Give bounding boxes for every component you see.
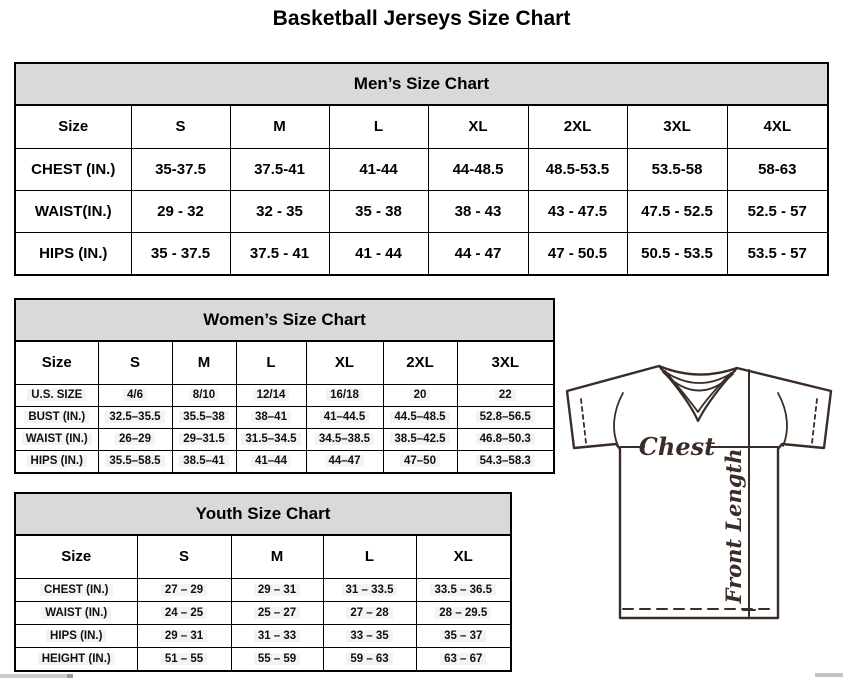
cell-text: HIPS (IN.) bbox=[46, 630, 106, 642]
column-header bbox=[236, 342, 306, 384]
womens-chart-title: Women’s Size Chart bbox=[16, 300, 553, 342]
cell-text: 48.5-53.5 bbox=[545, 160, 610, 178]
column-header bbox=[383, 342, 457, 384]
table-cell bbox=[383, 406, 457, 428]
cell-text: 52.5 - 57 bbox=[747, 202, 807, 220]
cell-text: 44–47 bbox=[325, 455, 365, 467]
cell-text: 4/6 bbox=[123, 389, 147, 401]
table-cell bbox=[727, 190, 827, 232]
jersey-measurement-diagram bbox=[559, 358, 842, 675]
cell-text: WAIST (IN.) bbox=[22, 433, 92, 445]
cell-text: Size bbox=[41, 354, 72, 372]
cell-text: Size bbox=[61, 548, 92, 566]
cell-text: 38 - 43 bbox=[454, 202, 502, 220]
table-cell bbox=[457, 428, 553, 450]
row-label bbox=[16, 601, 137, 624]
column-header bbox=[137, 536, 231, 578]
cell-text: 35 - 38 bbox=[355, 202, 402, 220]
cell-text: 31 – 33.5 bbox=[342, 584, 398, 596]
cell-text: 51 – 55 bbox=[161, 653, 207, 665]
cell-text: 33.5 – 36.5 bbox=[430, 584, 496, 596]
table-cell bbox=[528, 190, 627, 232]
cell-text: 38–41 bbox=[251, 411, 291, 423]
cell-text: 41–44 bbox=[251, 455, 291, 467]
table-cell bbox=[230, 190, 329, 232]
front-length-label: Front Length bbox=[721, 448, 746, 604]
scrollbar-thumb-edge[interactable] bbox=[67, 674, 73, 678]
table-row bbox=[16, 578, 510, 601]
table-cell bbox=[428, 232, 528, 274]
table-cell bbox=[236, 428, 306, 450]
cell-text: 35.5–58.5 bbox=[105, 455, 164, 467]
column-header bbox=[16, 536, 137, 578]
cell-text: XL bbox=[453, 548, 473, 566]
womens-size-table bbox=[16, 342, 553, 472]
cell-text: 33 – 35 bbox=[346, 630, 392, 642]
cell-text: 3XL bbox=[491, 354, 519, 372]
cell-text: 38.5–41 bbox=[179, 455, 229, 467]
table-row bbox=[16, 624, 510, 647]
column-header bbox=[16, 342, 98, 384]
table-cell bbox=[236, 450, 306, 472]
chest-label: Chest bbox=[638, 432, 716, 461]
cell-text: 3XL bbox=[663, 118, 691, 136]
jersey-outline-group bbox=[567, 366, 831, 618]
table-cell bbox=[137, 601, 231, 624]
row-label bbox=[16, 190, 131, 232]
row-label bbox=[16, 148, 131, 190]
youth-chart-title: Youth Size Chart bbox=[16, 494, 510, 536]
column-header bbox=[428, 106, 528, 148]
table-cell bbox=[230, 232, 329, 274]
table-cell bbox=[137, 647, 231, 670]
cell-text: 4XL bbox=[763, 118, 791, 136]
cell-text: 29 - 32 bbox=[157, 202, 204, 220]
column-header bbox=[306, 342, 383, 384]
cell-text: 47–50 bbox=[400, 455, 440, 467]
cell-text: 46.8–50.3 bbox=[476, 433, 535, 445]
table-cell bbox=[329, 232, 428, 274]
table-row bbox=[16, 148, 827, 190]
cell-text: 35 - 37.5 bbox=[150, 244, 211, 262]
table-cell bbox=[428, 148, 528, 190]
table-cell bbox=[172, 450, 236, 472]
table-cell bbox=[231, 624, 323, 647]
cell-text: CHEST (IN.) bbox=[40, 584, 113, 596]
mens-chart-title: Men’s Size Chart bbox=[16, 64, 827, 106]
table-cell bbox=[329, 190, 428, 232]
cell-text: WAIST (IN.) bbox=[41, 607, 111, 619]
horizontal-scrollbar-fragment-right[interactable] bbox=[815, 673, 843, 677]
cell-text: 47.5 - 52.5 bbox=[641, 202, 713, 220]
table-cell bbox=[383, 384, 457, 406]
table-cell bbox=[323, 647, 416, 670]
table-cell bbox=[131, 232, 230, 274]
cell-text: S bbox=[178, 548, 189, 566]
row-label bbox=[16, 406, 98, 428]
table-cell bbox=[383, 450, 457, 472]
cell-text: XL bbox=[334, 354, 355, 372]
row-label bbox=[16, 578, 137, 601]
cell-text: 41 - 44 bbox=[355, 244, 402, 262]
cell-text: 50.5 - 53.5 bbox=[641, 244, 713, 262]
cell-text: 41–44.5 bbox=[320, 411, 370, 423]
table-row bbox=[16, 450, 553, 472]
cell-text: L bbox=[373, 118, 384, 136]
table-cell bbox=[727, 148, 827, 190]
cell-text: S bbox=[129, 354, 140, 372]
column-header bbox=[457, 342, 553, 384]
cell-text: 35 – 37 bbox=[440, 630, 486, 642]
column-header bbox=[172, 342, 236, 384]
table-cell bbox=[231, 647, 323, 670]
table-row bbox=[16, 428, 553, 450]
jersey-body-outline bbox=[567, 366, 831, 618]
cell-text: 35.5–38 bbox=[179, 411, 229, 423]
cell-text: 26–29 bbox=[115, 433, 155, 445]
table-cell bbox=[131, 148, 230, 190]
cell-text: 54.3–58.3 bbox=[476, 455, 535, 467]
cell-text: 29–31.5 bbox=[179, 433, 229, 445]
table-row bbox=[16, 232, 827, 274]
table-cell bbox=[528, 148, 627, 190]
table-cell bbox=[323, 624, 416, 647]
cell-text: 2XL bbox=[406, 354, 434, 372]
table-cell bbox=[172, 406, 236, 428]
youth-size-chart bbox=[14, 492, 512, 672]
table-cell bbox=[306, 406, 383, 428]
row-label bbox=[16, 428, 98, 450]
cell-text: 63 – 67 bbox=[440, 653, 486, 665]
column-header bbox=[131, 106, 230, 148]
row-label bbox=[16, 647, 137, 670]
cell-text: 29 – 31 bbox=[254, 584, 300, 596]
table-cell bbox=[230, 148, 329, 190]
cell-text: 44 - 47 bbox=[454, 244, 502, 262]
table-cell bbox=[98, 450, 172, 472]
column-header bbox=[627, 106, 727, 148]
column-header-row bbox=[16, 342, 553, 384]
mens-size-chart bbox=[14, 62, 829, 276]
column-header bbox=[16, 106, 131, 148]
table-cell bbox=[306, 428, 383, 450]
cell-text: HIPS (IN.) bbox=[27, 455, 87, 467]
cell-text: 32 - 35 bbox=[256, 202, 303, 220]
cell-text: 41-44 bbox=[359, 160, 398, 178]
cell-text: M bbox=[273, 118, 286, 136]
cell-text: 43 - 47.5 bbox=[547, 202, 608, 220]
cell-text: 31 – 33 bbox=[254, 630, 300, 642]
row-label bbox=[16, 232, 131, 274]
cell-text: 12/14 bbox=[253, 389, 290, 401]
cell-text: 22 bbox=[495, 389, 516, 401]
cell-text: 37.5 - 41 bbox=[249, 244, 310, 262]
cell-text: 53.5-58 bbox=[651, 160, 703, 178]
table-cell bbox=[627, 190, 727, 232]
column-header bbox=[416, 536, 510, 578]
cell-text: 16/18 bbox=[326, 389, 363, 401]
table-row bbox=[16, 601, 510, 624]
column-header bbox=[98, 342, 172, 384]
cell-text: XL bbox=[468, 118, 488, 136]
column-header bbox=[230, 106, 329, 148]
cell-text: 53.5 - 57 bbox=[747, 244, 807, 262]
cell-text: S bbox=[175, 118, 186, 136]
cell-text: 59 – 63 bbox=[346, 653, 392, 665]
table-cell bbox=[457, 406, 553, 428]
table-cell bbox=[383, 428, 457, 450]
column-header-row bbox=[16, 106, 827, 148]
womens-size-chart bbox=[14, 298, 555, 474]
table-cell bbox=[231, 578, 323, 601]
cell-text: 55 – 59 bbox=[254, 653, 300, 665]
table-cell bbox=[329, 148, 428, 190]
table-cell bbox=[98, 384, 172, 406]
cell-text: M bbox=[270, 548, 284, 566]
cell-text: 31.5–34.5 bbox=[241, 433, 300, 445]
cell-text: CHEST (IN.) bbox=[31, 160, 116, 178]
table-cell bbox=[627, 148, 727, 190]
cell-text: 2XL bbox=[563, 118, 592, 136]
page-title: Basketball Jerseys Size Chart bbox=[272, 7, 571, 30]
table-cell bbox=[416, 601, 510, 624]
column-header bbox=[323, 536, 416, 578]
table-cell bbox=[323, 601, 416, 624]
cell-text: L bbox=[266, 354, 276, 372]
cell-text: 24 – 25 bbox=[161, 607, 207, 619]
cell-text: 47 - 50.5 bbox=[547, 244, 608, 262]
cell-text: 28 – 29.5 bbox=[435, 607, 491, 619]
mens-size-table bbox=[16, 106, 827, 274]
table-row bbox=[16, 406, 553, 428]
cell-text: WAIST(IN.) bbox=[34, 202, 112, 220]
table-cell bbox=[306, 450, 383, 472]
table-cell bbox=[528, 232, 627, 274]
table-cell bbox=[236, 406, 306, 428]
table-cell bbox=[137, 624, 231, 647]
youth-size-table bbox=[16, 536, 510, 670]
cell-text: 8/10 bbox=[189, 389, 219, 401]
table-cell bbox=[137, 578, 231, 601]
cell-text: 29 – 31 bbox=[161, 630, 207, 642]
table-cell bbox=[428, 190, 528, 232]
cell-text: BUST (IN.) bbox=[24, 411, 89, 423]
column-header bbox=[528, 106, 627, 148]
cell-text: U.S. SIZE bbox=[27, 389, 86, 401]
cell-text: 27 – 28 bbox=[346, 607, 392, 619]
horizontal-scrollbar-fragment-left[interactable] bbox=[0, 674, 67, 678]
cell-text: 20 bbox=[410, 389, 431, 401]
cell-text: 38.5–42.5 bbox=[390, 433, 449, 445]
row-label bbox=[16, 450, 98, 472]
table-cell bbox=[457, 450, 553, 472]
cell-text: 27 – 29 bbox=[161, 584, 207, 596]
cell-text: 37.5-41 bbox=[254, 160, 305, 178]
column-header-row bbox=[16, 536, 510, 578]
table-cell bbox=[98, 406, 172, 428]
table-cell bbox=[172, 384, 236, 406]
column-header bbox=[329, 106, 428, 148]
cell-text: Size bbox=[58, 118, 89, 136]
table-cell bbox=[416, 624, 510, 647]
column-header bbox=[231, 536, 323, 578]
cell-text: 34.5–38.5 bbox=[315, 433, 374, 445]
cell-text: HEIGHT (IN.) bbox=[38, 653, 115, 665]
row-label bbox=[16, 624, 137, 647]
cell-text: 52.8–56.5 bbox=[476, 411, 535, 423]
row-label bbox=[16, 384, 98, 406]
table-cell bbox=[323, 578, 416, 601]
table-cell bbox=[416, 647, 510, 670]
cell-text: 44.5–48.5 bbox=[390, 411, 449, 423]
cell-text: 44-48.5 bbox=[452, 160, 504, 178]
table-cell bbox=[172, 428, 236, 450]
table-cell bbox=[627, 232, 727, 274]
table-cell bbox=[416, 578, 510, 601]
table-cell bbox=[727, 232, 827, 274]
cell-text: 35-37.5 bbox=[155, 160, 206, 178]
table-row bbox=[16, 647, 510, 670]
cell-text: M bbox=[197, 354, 211, 372]
cell-text: 25 – 27 bbox=[254, 607, 300, 619]
cell-text: HIPS (IN.) bbox=[39, 244, 108, 262]
table-cell bbox=[306, 384, 383, 406]
column-header bbox=[727, 106, 827, 148]
table-cell bbox=[231, 601, 323, 624]
cell-text: 32.5–35.5 bbox=[105, 411, 164, 423]
table-row bbox=[16, 190, 827, 232]
table-row bbox=[16, 384, 553, 406]
table-cell bbox=[131, 190, 230, 232]
cell-text: 58-63 bbox=[758, 160, 797, 178]
table-cell bbox=[236, 384, 306, 406]
cell-text: L bbox=[364, 548, 375, 566]
table-cell bbox=[98, 428, 172, 450]
table-cell bbox=[457, 384, 553, 406]
